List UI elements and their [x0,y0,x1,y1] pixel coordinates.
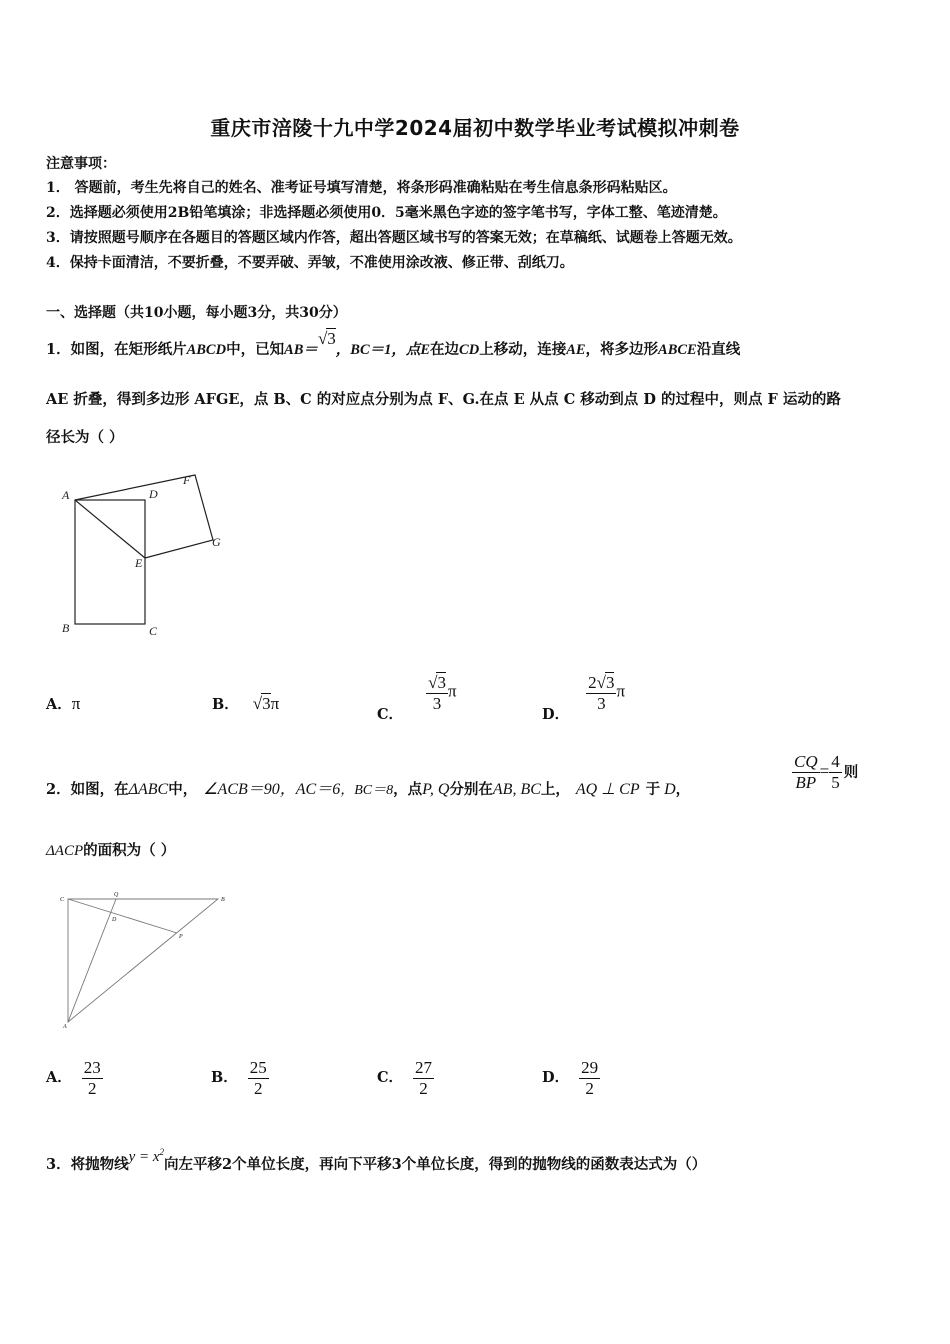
q1-label-e: E [135,556,143,570]
q2-line2: ΔACP的面积为（ ） [46,842,176,859]
q1-label-b: B [62,621,70,635]
q3-line1: 3．将抛物线$y = x^2$向左平移2个单位长度，再向下平移3个单位长度，得到的抛物线的函数表达式为（） [46,1147,707,1173]
q2-label-c: C [60,897,65,903]
note-item-4: 4．保持卡面清洁，不要折叠，不要弄破、弄皱，不准使用涂改液、修正带、刮纸刀。 [46,255,574,271]
q1-figure [55,468,235,643]
q2-abbc: AB, BC [492,781,541,798]
q1-option-b: B． √3π [212,694,280,713]
q1-option-d: D． $\frac{2√3}{3}$ π [542,673,626,723]
q1-line1 [46,329,741,359]
q1-abcd: ABCD [186,342,227,358]
note-item-1: 1． 答题前，考生先将自己的姓名、准考证号填写清楚，将条形码准确粘贴在考生信息条形码粘贴区。 [46,180,677,196]
q2-pq: P, Q [422,781,450,798]
q1-line3: 径长为（ ） [46,429,124,446]
q2-label-d: D [112,917,117,923]
q2-option-b: B． $\frac{25}{2}$ [211,1058,267,1098]
q2-ac: ，AC＝6 [279,781,341,798]
q1-text-e: ，将多边形 [585,341,659,358]
q1-label-g: G [212,535,221,549]
q1-ae: AE [566,342,586,358]
q2-triangle-shape [68,899,218,1022]
q1-label-a: A [62,488,70,502]
q2-label-b: B [221,897,225,903]
q2-label-q: Q [114,892,119,898]
q2-line-aq [68,899,116,1022]
q3-expr: $y = x^2$ [128,1147,165,1165]
page-title: 重庆市涪陵十九中学2024届初中数学毕业考试模拟冲刺卷 [210,116,740,140]
q1-abce: ABCE [658,342,697,358]
q1-label-d: D [149,487,158,501]
q1-text-d: 上移动，连接 [479,341,567,358]
q1-ab: AB＝ [284,342,318,358]
q2-option-c: C． $\frac{27}{2}$ [377,1058,433,1098]
q2-d: D [664,781,676,798]
q1-option-a: A．π [46,694,81,713]
notes-heading: 注意事项： [46,156,116,172]
q1-option-c: C． $\frac{√3}{3}$ π [377,673,457,723]
q2-label-p: P [179,934,183,940]
q2-line-cp [68,899,177,933]
q1-text-b: 中，已知 [226,341,285,358]
q1-e: E [420,342,431,358]
q2-perp: AQ ⊥ CP [575,781,640,798]
q1-text-a: 1．如图，在矩形纸片 [46,341,187,358]
section-heading: 一、选择题（共10小题，每小题3分，共30分） [46,305,347,321]
q1-text-c: 在边 [430,341,460,358]
q2-label-a: A [63,1024,67,1030]
q2-angle: ∠ACB＝90 [203,781,280,798]
note-item-3: 3．请按照题号顺序在各题目的答题区域内作答，超出答题区域书写的答案无效；在草稿纸、试题卷上答题无效。 [46,230,742,246]
q1-line-ae [75,500,145,558]
note-item-2: 2．选择题必须使用2B铅笔填涂；非选择题必须使用0．5毫米黑色字迹的签字笔书写，字体工整、笔迹清楚。 [46,205,727,221]
q1-label-c: C [149,624,158,638]
q1-sqrt3: √3 [317,329,336,348]
q1-cd: CD [459,342,480,358]
q2-line1: 2．如图，在ΔABC中， ∠ACB＝90，AC＝6，BC＝8，点P, Q分别在AB, BC上， AQ ⊥ CP 于 D， [46,781,691,798]
q2-figure [58,890,238,1032]
q1-line2: AE 折叠，得到多边形 AFGE，点 B、C 的对应点分别为点 F、G.在点 E 从点 C 移动到点 D 的过程中，则点 F 运动的路 [46,391,841,408]
q1-label-f: F [183,473,191,487]
q2-bc: ，BC＝8 [340,783,394,798]
q2-triangle: ΔABC [128,781,169,798]
q1-text-f: 沿直线 [696,341,741,358]
q1-bc: ，BC＝1，点 [335,342,421,358]
q2-option-a: A． $\frac{23}{2}$ [46,1058,101,1098]
q2-ratio: $\frac{CQ}{BP}$ = $\frac{4}{5}$ 则 [794,752,859,792]
q2-option-d: D． $\frac{29}{2}$ [542,1058,599,1098]
